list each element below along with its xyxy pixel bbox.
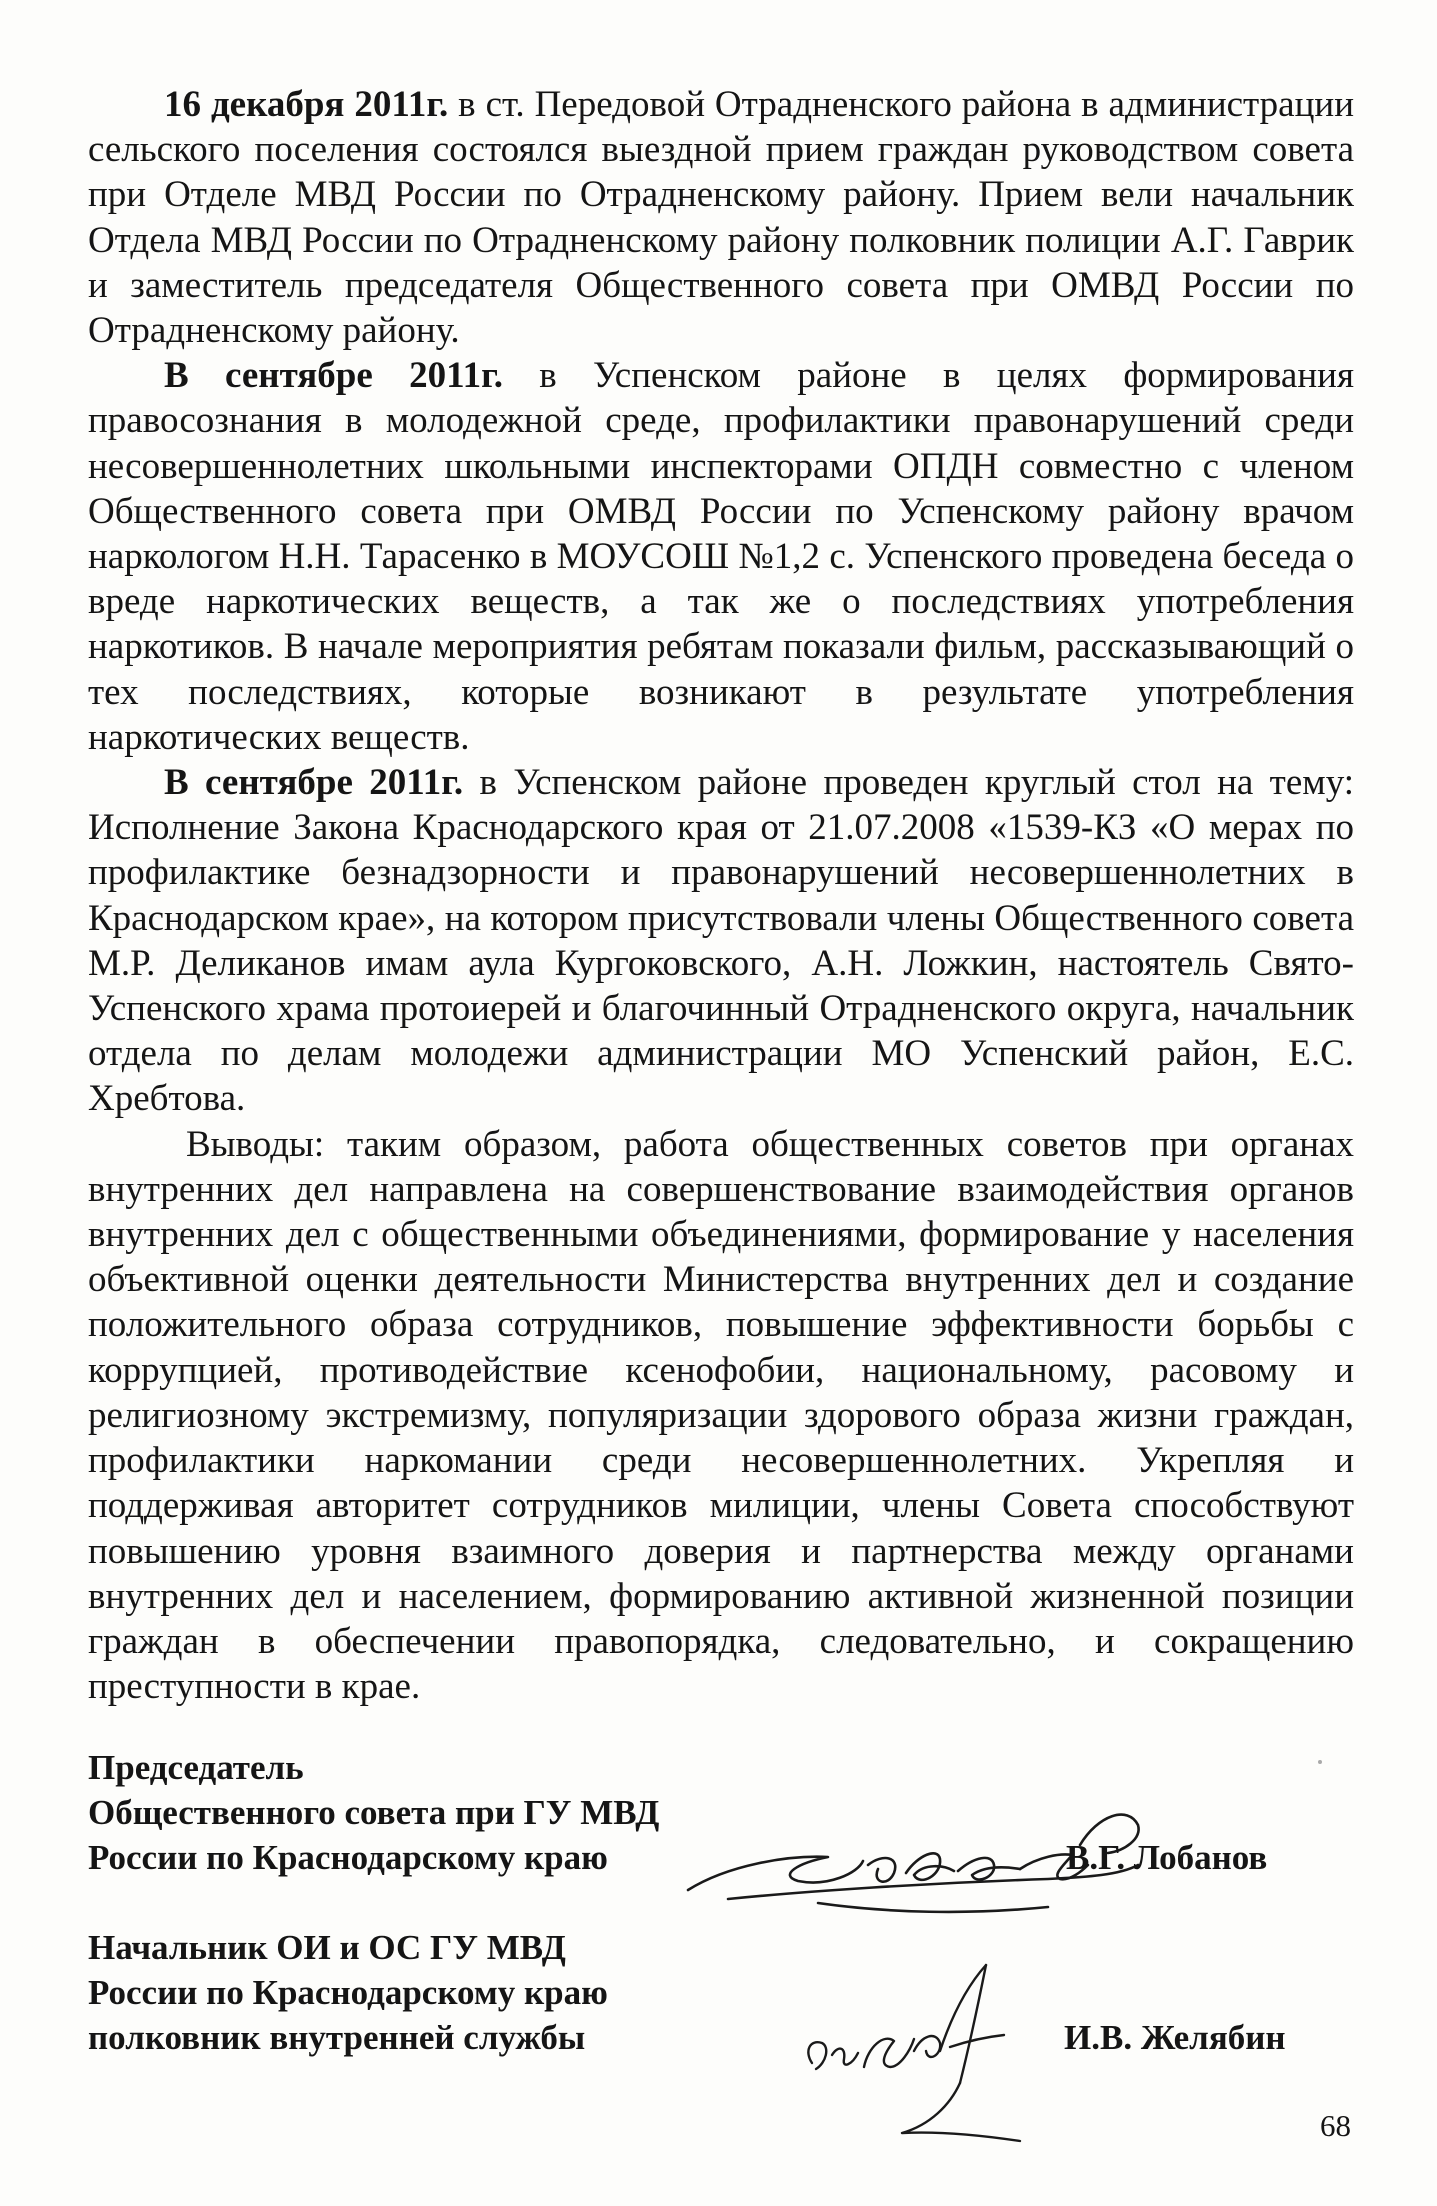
signatory-title-line: полковник внутренней службы: [88, 2018, 586, 2057]
paragraph-text: в Успенском районе в целях формирования правосознания в молодежной среде, профилактики правонарушений среди несовершеннолетних школьными инспекторами ОПДН совместно с членом Общественного совета при ОМВД России по Успенскому району врачом наркологом Н.Н. Тарасенко в МОУСОШ №1,2 с. Успенского проведена беседа о вреде наркотических веществ, а так же о последствиях употребления наркотиков. В начале мероприятия ребятам показали фильм, рассказывающий о тех последствиях, которые возникают в результате употребления наркотических веществ.: [88, 355, 1354, 758]
paragraph-conclusion: Выводы: таким образом, работа общественных советов при органах внутренних дел направлена на совершенствование взаимодействия органов внутренних дел с общественными объединениями, формирование у населения объективной оценки деятельности Министерства внутренних дел и создание положительного образа сотрудников, повышение эффективности борьбы с коррупцией, противодействие ксенофобии, национальному, расовому и религиозному экстремизму, популяризации здорового образа жизни граждан, профилактики наркомании среди несовершеннолетних. Укрепляя и поддерживая авторитет сотрудников милиции, члены Совета способствуют повышению уровня взаимного доверия и партнерства между органами внутренних дел и населением, формированию активной жизненной позиции граждан в обеспечении правопорядка, следовательно, и сокращению преступности в крае.: [88, 1123, 1354, 1708]
signature-zhelyabin: [790, 1955, 1050, 2145]
signatory-title-line: Общественного совета при ГУ МВД: [88, 1793, 660, 1832]
paragraph-lead-date: В сентябре 2011г.: [164, 762, 464, 804]
paragraph-september-lecture: [88, 353, 1354, 760]
paragraph-lead-date: В сентябре 2011г.: [164, 355, 503, 397]
signatory-title-line: Начальник ОИ и ОС ГУ МВД: [88, 1928, 566, 1967]
signatory-chairman-title: [88, 1745, 659, 1880]
signatory-title-line: Председатель: [88, 1748, 304, 1787]
document-body: [88, 82, 1354, 1709]
paragraph-september-round-table: [88, 760, 1354, 1122]
paragraph-lead-date: 16 декабря 2011г.: [164, 84, 449, 125]
signatory-title-line: России по Краснодарскому краю: [88, 1838, 608, 1877]
signatory-title-line: России по Краснодарскому краю: [88, 1973, 608, 2012]
paragraph-text: в Успенском районе проведен круглый стол на тему: Исполнение Закона Краснодарского края от 21.07.2008 «1539-КЗ «О мерах по профилактике безнадзорности и правонарушений несовершеннолетних в Краснодарском крае», на котором присутствовали члены Общественного совета М.Р. Деликанов имам аула Кургоковского, А.Н. Ложкин, настоятель Свято-Успенского храма протоиерей и благочинный Отрадненского округа, начальник отдела по делам молодежи администрации МО Успенский район, Е.С. Хребтова.: [88, 762, 1354, 1120]
page-number: 68: [1320, 2108, 1351, 2143]
paragraph-text: в ст. Передовой Отрадненского района в администрации сельского поселения состоялся выездной прием граждан руководством совета при Отделе МВД России по Отрадненскому району. Прием вели начальник Отдела МВД России по Отрадненскому району полковник полиции А.Г. Гаврик и заместитель председателя Общественного совета при ОМВД России по Отрадненскому району.: [88, 84, 1354, 352]
signatory-chief-title: [88, 1925, 608, 2060]
signatory-chairman-name: В.Г. Лобанов: [1066, 1838, 1268, 1877]
signatory-chief-name: И.В. Желябин: [1064, 2018, 1286, 2057]
scan-speck: [1318, 1760, 1322, 1764]
paragraph-december-reception: [88, 82, 1354, 353]
